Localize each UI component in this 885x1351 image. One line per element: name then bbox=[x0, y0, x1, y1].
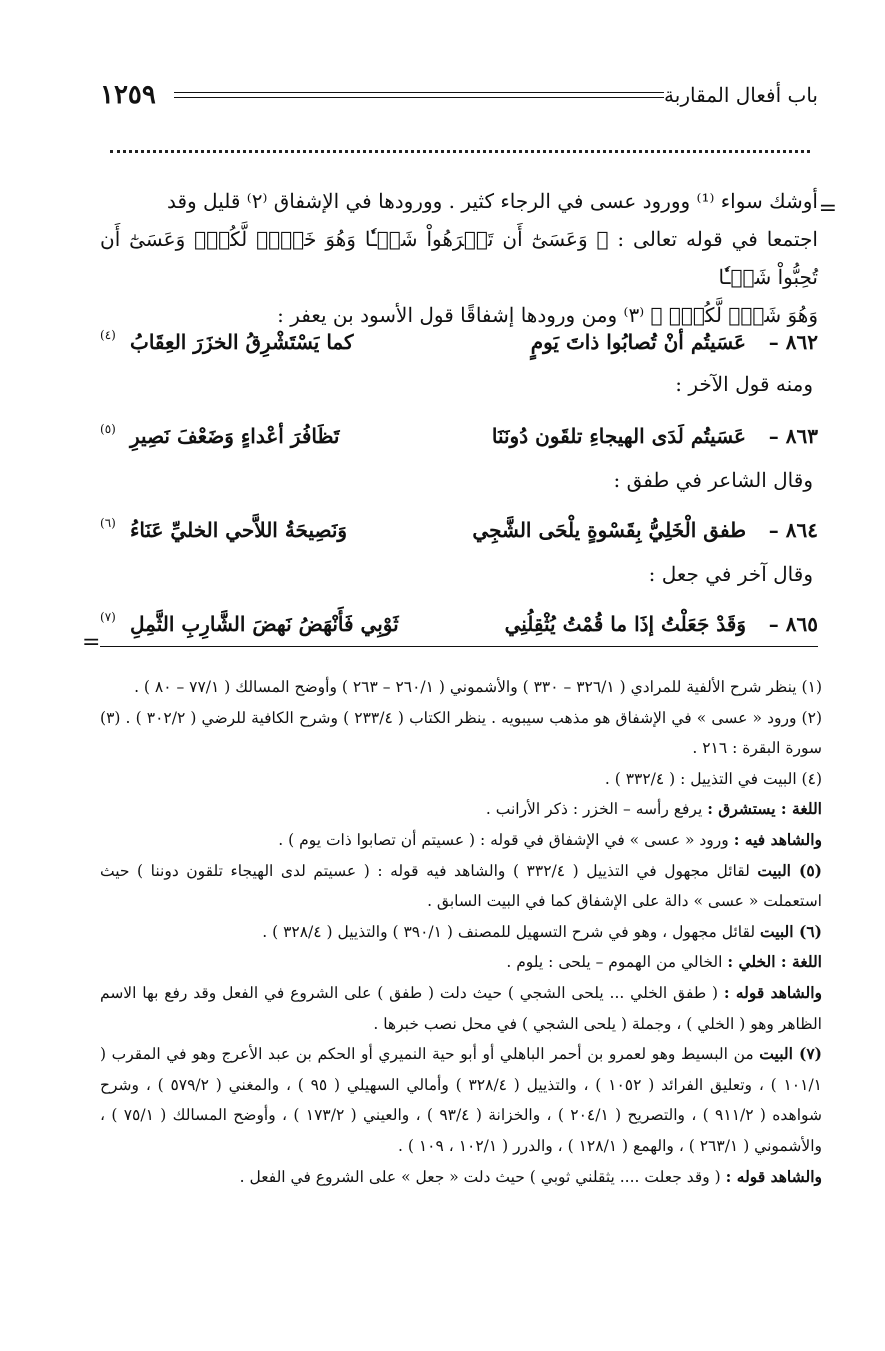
page-header bbox=[100, 80, 818, 110]
continuation-mark-bottom: = bbox=[82, 630, 101, 655]
footnote-line: (٤) البيت في التذييل : ( ٣٣٢/٤ ) . bbox=[604, 769, 822, 788]
footnotes bbox=[100, 672, 822, 1192]
paragraph-line: أوشك سواء ⁽¹⁾ وورود عسى في الرجاء كثير . وورودها في الإشفاق ⁽٢⁾ قليل وقد bbox=[166, 189, 818, 213]
verse-second-hemistich: كما يَسْتَشْرِقُ الخزَرَ العِقَابُ bbox=[130, 330, 354, 354]
verse-first-hemistich: وَقَدْ جَعَلْتُ إذَا ما قُمْتُ يُثْقِلُنِي bbox=[504, 612, 746, 636]
verse-first-hemistich: عَسَيتُم لَدَى الهيجاءِ تلقَون دُونَنَا bbox=[491, 424, 746, 448]
header-rule-top bbox=[174, 92, 664, 93]
verse-number: ٨٦٥ – bbox=[768, 612, 818, 636]
footnote-line: والشاهد قوله : ( وقد جعلت .... يثقلني ثوبي ) حيث دلت « جعل » على الشروع في الفعل . bbox=[239, 1166, 822, 1186]
footnote-line: (١) ينظر شرح الألفية للمرادي ( ٣٢٦/١ – ٣٣٠ ) والأشموني ( ٢٦٠/١ – ٢٦٣ ) وأوضح المسالك ( ٧٧/١ – ٨٠ ) . bbox=[134, 678, 822, 696]
verse-intro: وقال الشاعر في طفق : bbox=[613, 468, 813, 492]
header-rule-bottom bbox=[174, 97, 664, 98]
footnote-line: (٧) البيت من البسيط وهو لعمرو بن أحمر الباهلي أو أبو حية النميري أو الحكم بن عبد الأعرج وهو في المقرب ( ١٠١/١ ) ، وتعليق الفرائد ( ١٠٥٢ ) ، والتذييل ( ٣٢٨/٤ ) وأمالي السهيلي ( ٩٥ ) ، والمغني ( ٥٧٩/٢ ) ، وشرح شواهده ( ٩١١/٢ ) ، والتصريح ( ٢٠٤/١ ) ، والخزانة ( ٩٣/٤ ) ، والعيني ( ١٧٣/٢ ) ، وأوضح المسالك ( ٧٥/١ ) ، والأشموني ( ٢٦٣/١ ) ، والهمع ( ١٢٨/١ ) ، والدرر ( ١٠٢/١ ، ١٠٩ ) . bbox=[100, 1044, 823, 1155]
verse-863 bbox=[100, 418, 818, 464]
footnote-line: اللغة : الخلي : الخالي من الهموم – يلحى : يلوم . bbox=[506, 952, 822, 972]
footnote-ref: (٦) bbox=[100, 516, 116, 530]
footnote-separator bbox=[100, 646, 818, 647]
verse-862 bbox=[100, 324, 818, 370]
paragraph-line: اجتمعا في قوله تعالى : ﴿ وَعَسَىٰٓ أَن تَكۡرَهُواْ شَيۡـٔٗا وَهُوَ خَيۡرٞ لَّكُمۡۖ وَعَسَىٰٓ أَن تُحِبُّواْ شَيۡـٔٗا bbox=[100, 227, 818, 289]
footnote-line: والشاهد فيه : ورود « عسى » في الإشفاق في قوله : ( عسيتم أن تصابوا ذات يوم ) . bbox=[278, 829, 822, 849]
dotted-separator bbox=[110, 150, 810, 153]
page-number: ١٢٥٩ bbox=[100, 80, 156, 110]
footnote-line: (٢) ورود « عسى » في الإشفاق هو مذهب سيبويه . ينظر الكتاب ( ٢٣٣/٤ ) وشرح الكافية للرضي ( ٣٠٢/٢ ) . (٣) سورة البقرة : ٢١٦ . bbox=[100, 708, 822, 758]
footnote-line: والشاهد قوله : ( طفق الخلي ... يلحى الشجي ) حيث دلت ( طفق ) على الشروع في الفعل وقد رفع بها الاسم الظاهر وهو ( الخلي ) ، وجملة ( يلحى الشجي ) في محل نصب خبرها . bbox=[100, 982, 822, 1033]
verse-second-hemistich: تَظَافُرَ أعْداءٍ وَضَعْفَ نَصِيرِ bbox=[130, 424, 340, 448]
verse-intro: وقال آخر في جعل : bbox=[648, 562, 813, 586]
verse-first-hemistich: طفق الْخَلِيُّ بِقَسْوةٍ يلْحَى الشَّجِي bbox=[472, 518, 746, 542]
verse-second-hemistich: ثَوْبِي فَأَنْهَضُ نَهضَ الشَّارِبِ الثَّمِلِ bbox=[130, 612, 399, 636]
verse-number: ٨٦٣ – bbox=[768, 424, 818, 448]
paragraph-line: وَهُوَ شَرّٞ لَّكُمۡۚ ﴾ ⁽٣⁾ ومن ورودها إشفاقًا قول الأسود بن يعفر : bbox=[277, 303, 818, 327]
verse-864 bbox=[100, 512, 818, 558]
footnote-ref: (٥) bbox=[100, 422, 116, 436]
verse-number: ٨٦٤ – bbox=[768, 518, 818, 542]
footnote-line: (٦) البيت لقائل مجهول ، وهو في شرح التسهيل للمصنف ( ٣٩٠/١ ) والتذييل ( ٣٢٨/٤ ) . bbox=[262, 921, 822, 941]
main-paragraph bbox=[100, 182, 818, 334]
footnote-line: (٥) البيت لقائل مجهول في التذييل ( ٣٣٢/٤ ) والشاهد فيه قوله : ( عسيتم لدى الهيجاء تلقون دوننا ) حيث استعملت « عسى » دالة على الإشفاق كما في البيت السابق . bbox=[100, 860, 822, 911]
verse-number: ٨٦٢ – bbox=[768, 330, 818, 354]
verse-second-hemistich: وَنَصِيحَةُ اللاَّحي الخليِّ عَنَاءُ bbox=[130, 518, 348, 542]
footnote-ref: (٤) bbox=[100, 328, 116, 342]
chapter-title: باب أفعال المقاربة bbox=[664, 83, 818, 107]
continuation-mark-top: = bbox=[818, 196, 837, 221]
verse-first-hemistich: عَسَيتُم أنْ تُصابُوا ذاتَ يَومٍ bbox=[530, 330, 746, 354]
verse-intro: ومنه قول الآخر : bbox=[675, 372, 813, 396]
footnote-line: اللغة : يستشرق : يرفع رأسه – الخزر : ذكر الأرانب . bbox=[485, 799, 822, 819]
footnote-ref: (٧) bbox=[100, 610, 116, 624]
